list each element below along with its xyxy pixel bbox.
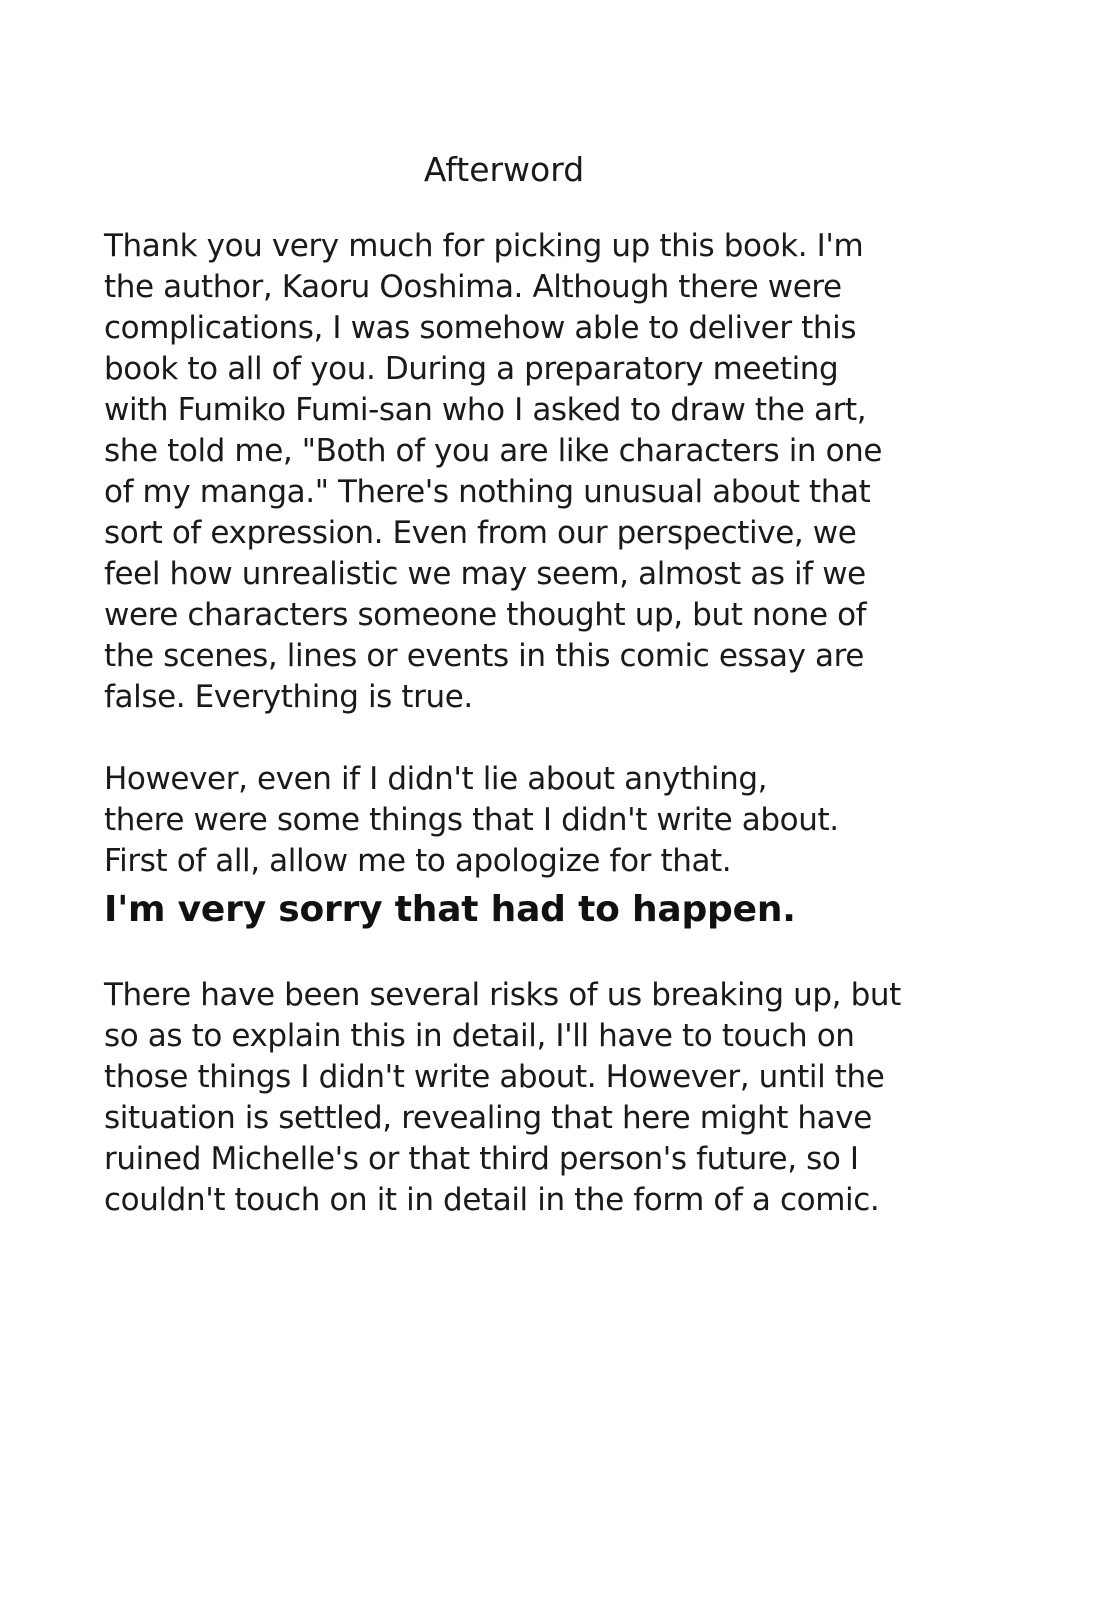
paragraph-1-line: book to all of you. During a preparatory meeting — [104, 351, 839, 387]
paragraph-1-line: were characters someone thought up, but none of — [104, 597, 867, 633]
paragraph-1-line: she told me, "Both of you are like characters in one — [104, 433, 883, 469]
paragraph-3-line: those things I didn't write about. However, until the — [104, 1059, 885, 1095]
paragraph-2-line: However, even if I didn't lie about anything, — [104, 761, 768, 797]
paragraph-3-line: situation is settled, revealing that here might have — [104, 1100, 872, 1136]
paragraph-3-line: There have been several risks of us breaking up, but — [104, 977, 901, 1013]
page-title: Afterword — [423, 150, 585, 189]
paragraph-2-line: First of all, allow me to apologize for that. — [104, 843, 732, 879]
paragraph-1-line: feel how unrealistic we may seem, almost as if we — [104, 556, 866, 592]
paragraph-1-line: complications, I was somehow able to deliver this — [104, 310, 857, 346]
paragraph-1-line: sort of expression. Even from our perspective, we — [104, 515, 857, 551]
paragraph-1-line: the author, Kaoru Ooshima. Although there were — [104, 269, 842, 305]
paragraph-1-line: false. Everything is true. — [104, 679, 473, 715]
paragraph-1-line: with Fumiko Fumi-san who I asked to draw the art, — [104, 392, 867, 428]
paragraph-1-line: the scenes, lines or events in this comic essay are — [104, 638, 864, 674]
paragraph-3-line: couldn't touch on it in detail in the form of a comic. — [104, 1182, 880, 1218]
paragraph-2-line: there were some things that I didn't write about. — [104, 802, 839, 838]
paragraph-1-line: of my manga." There's nothing unusual about that — [104, 474, 871, 510]
apology-emphasis: I'm very sorry that had to happen. — [104, 889, 796, 930]
paragraph-1-line: Thank you very much for picking up this book. I'm — [104, 228, 864, 264]
paragraph-3-line: so as to explain this in detail, I'll have to touch on — [104, 1018, 855, 1054]
paragraph-3-line: ruined Michelle's or that third person's future, so I — [104, 1141, 859, 1177]
